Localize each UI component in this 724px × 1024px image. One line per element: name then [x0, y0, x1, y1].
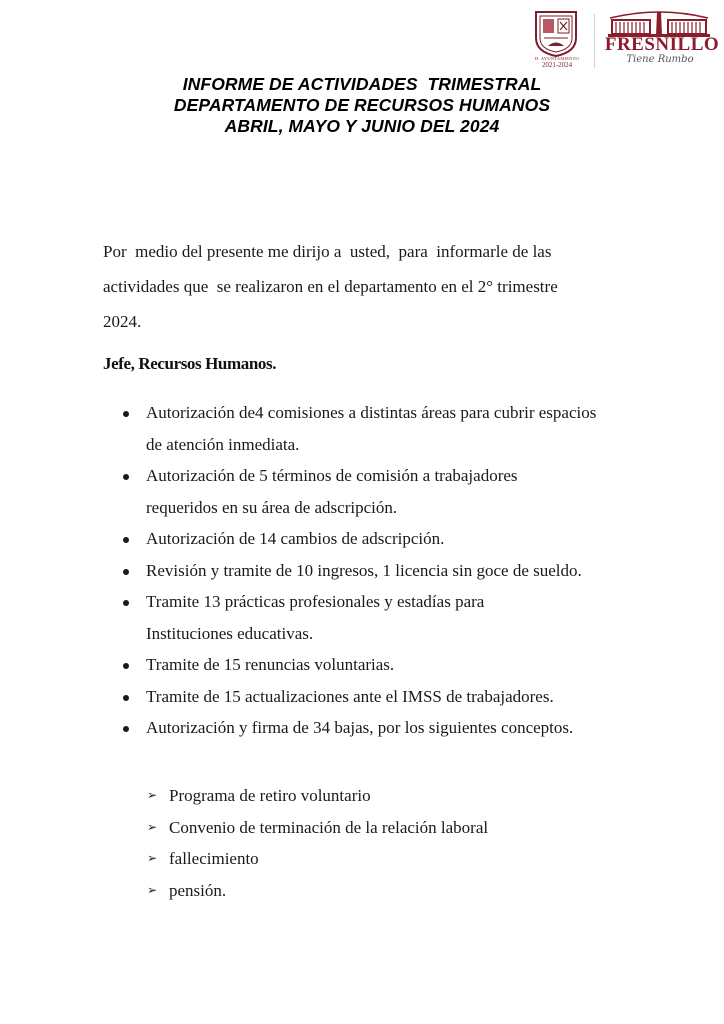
activity-item: [103, 712, 683, 744]
bullet-icon: [123, 474, 129, 480]
arrow-bullet-icon: ➢: [147, 882, 158, 897]
intro-line-2: actividades que se realizaron en el departamento en el 2° trimestre: [103, 277, 558, 296]
intro-line-3: 2024.: [103, 312, 142, 331]
concept-item: [147, 875, 488, 907]
bajas-concepts-list: [147, 780, 488, 906]
brand-tagline: Tiene Rumbo: [626, 54, 694, 65]
concept-item: [147, 843, 488, 875]
header-logos: [524, 6, 724, 72]
activity-item: [103, 649, 683, 681]
bullet-icon: [123, 695, 129, 701]
arrow-bullet-icon: ➢: [147, 819, 158, 834]
activity-item: [103, 555, 616, 587]
bullet-icon: [123, 726, 129, 732]
arrow-bullet-icon: ➢: [147, 788, 158, 802]
arrow-bullet-icon: ➢: [147, 851, 158, 865]
section-heading: Jefe, Recursos Humanos.: [103, 354, 277, 373]
bullet-icon: [123, 600, 129, 606]
activity-text: Autorización de4 comisiones a distintas áreas para cubrir espacios de atención inmediata.: [146, 403, 597, 454]
report-title: [0, 74, 724, 137]
activity-text: Autorización de 5 términos de comisión a trabajadores requeridos en su área de adscripción.: [146, 466, 518, 517]
title-line-1: INFORME DE ACTIVIDADES TRIMESTRAL: [182, 74, 542, 94]
concept-item: [147, 780, 488, 812]
activity-item: [103, 681, 683, 713]
activity-text: Tramite de 15 actualizaciones ante el IMSS de trabajadores.: [146, 686, 554, 706]
activity-text: Autorización de 14 cambios de adscripción.: [146, 529, 445, 548]
title-line-2: DEPARTAMENTO DE RECURSOS HUMANOS: [173, 95, 551, 115]
activity-text: Tramite de 15 renuncias voluntarias.: [146, 655, 395, 674]
logo-divider: [594, 14, 595, 68]
seal-caption-line1: H. AYUNTAMIENTO: [535, 56, 579, 61]
intro-line-1: Por medio del presente me dirijo a usted, para informarle de las: [103, 242, 552, 261]
bullet-icon: [123, 411, 129, 417]
seal-caption-line2: 2021-2024: [541, 61, 573, 69]
activity-item: [103, 586, 566, 649]
seal-caption: [524, 55, 590, 69]
concept-text: pensión.: [169, 880, 227, 900]
activity-item: [103, 523, 683, 555]
intro-paragraph: [103, 234, 663, 339]
activity-text: Autorización y firma de 34 bajas, por los siguientes conceptos.: [146, 718, 574, 737]
activity-text: Revisión y tramite de 10 ingresos, 1 licencia sin goce de sueldo.: [146, 560, 582, 580]
bullet-icon: [123, 663, 129, 669]
concept-text: fallecimiento: [169, 849, 259, 868]
title-line-3: ABRIL, MAYO Y JUNIO DEL 2024: [224, 116, 500, 136]
brand-name: FRESNILLO: [604, 34, 720, 55]
bullet-icon: [123, 537, 129, 543]
activity-item: [103, 397, 616, 460]
concept-text: Programa de retiro voluntario: [169, 786, 371, 805]
activities-list: [103, 397, 683, 744]
concept-item: [147, 812, 488, 844]
activity-item: [103, 460, 586, 523]
ayuntamiento-seal-logo: [528, 8, 584, 58]
activity-text: Tramite 13 prácticas profesionales y estadías para Instituciones educativas.: [146, 592, 485, 643]
concept-text: Convenio de terminación de la relación laboral: [169, 817, 489, 837]
bullet-icon: [123, 569, 129, 575]
